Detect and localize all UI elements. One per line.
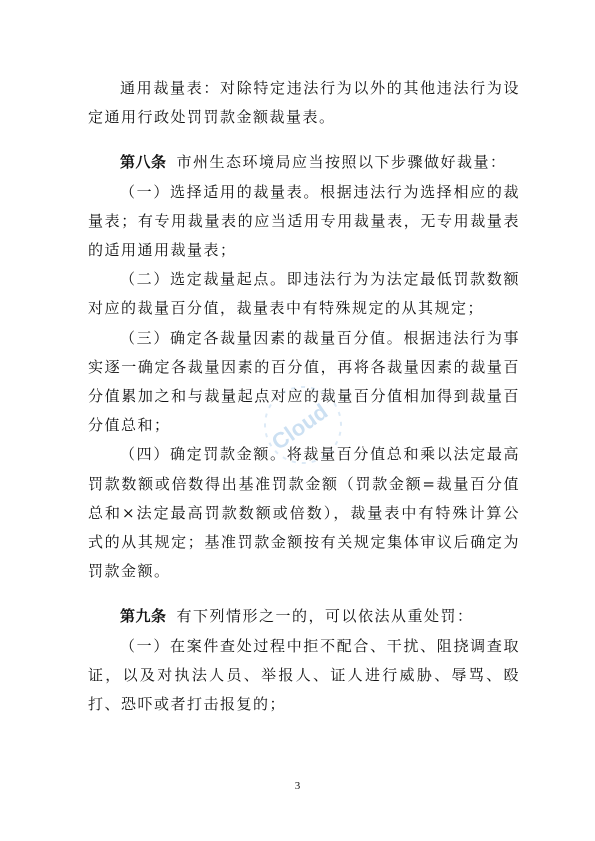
watermark-text: Cloud (266, 398, 333, 455)
article-8-title: 第八条 (120, 153, 167, 172)
article-8-item-4: （四）确定罚款金额。将裁量百分值总和乘以法定最高罚款数额或倍数得出基准罚款金额（罚款金额=裁量百分值总和×法定最高罚款数额或倍数），裁量表中有特殊计算公式的从其规定；基准罚款金额按有关规定集体审议后确定为罚款金额。 (88, 445, 520, 581)
article-9-text: 有下列情形之一的，可以依法从重处罚： (176, 607, 474, 626)
article-8-text: 市州生态环境局应当按照以下步骤做好裁量： (176, 153, 507, 172)
article-8-intro (88, 148, 520, 177)
article-9-title: 第九条 (120, 607, 167, 626)
page-number: 3 (294, 780, 301, 792)
article-8-item-3: （三）确定各裁量因素的裁量百分值。根据违法行为事实逐一确定各裁量因素的百分值，再将各裁量因素的裁量百分值累加之和与裁量起点对应的裁量百分值相加得到裁量百分值总和； (88, 328, 520, 435)
article-8-item-2: （二）选定裁量起点。即违法行为为法定最低罚款数额对应的裁量百分值，裁量表中有特殊规定的从其规定； (88, 270, 520, 318)
article-9-item-1: （一）在案件查处过程中拒不配合、干扰、阻挠调查取证，以及对执法人员、举报人、证人进行威胁、辱骂、殴打、恐吓或者打击报复的； (88, 636, 520, 714)
article-8-item-1: （一）选择适用的裁量表。根据违法行为选择相应的裁量表；有专用裁量表的应当适用专用裁量表，无专用裁量表的适用通用裁量表； (88, 182, 520, 260)
article-9-intro (88, 602, 520, 631)
paragraph-general-table: 通用裁量表：对除特定违法行为以外的其他违法行为设定通用行政处罚罚款金额裁量表。 (88, 79, 520, 127)
